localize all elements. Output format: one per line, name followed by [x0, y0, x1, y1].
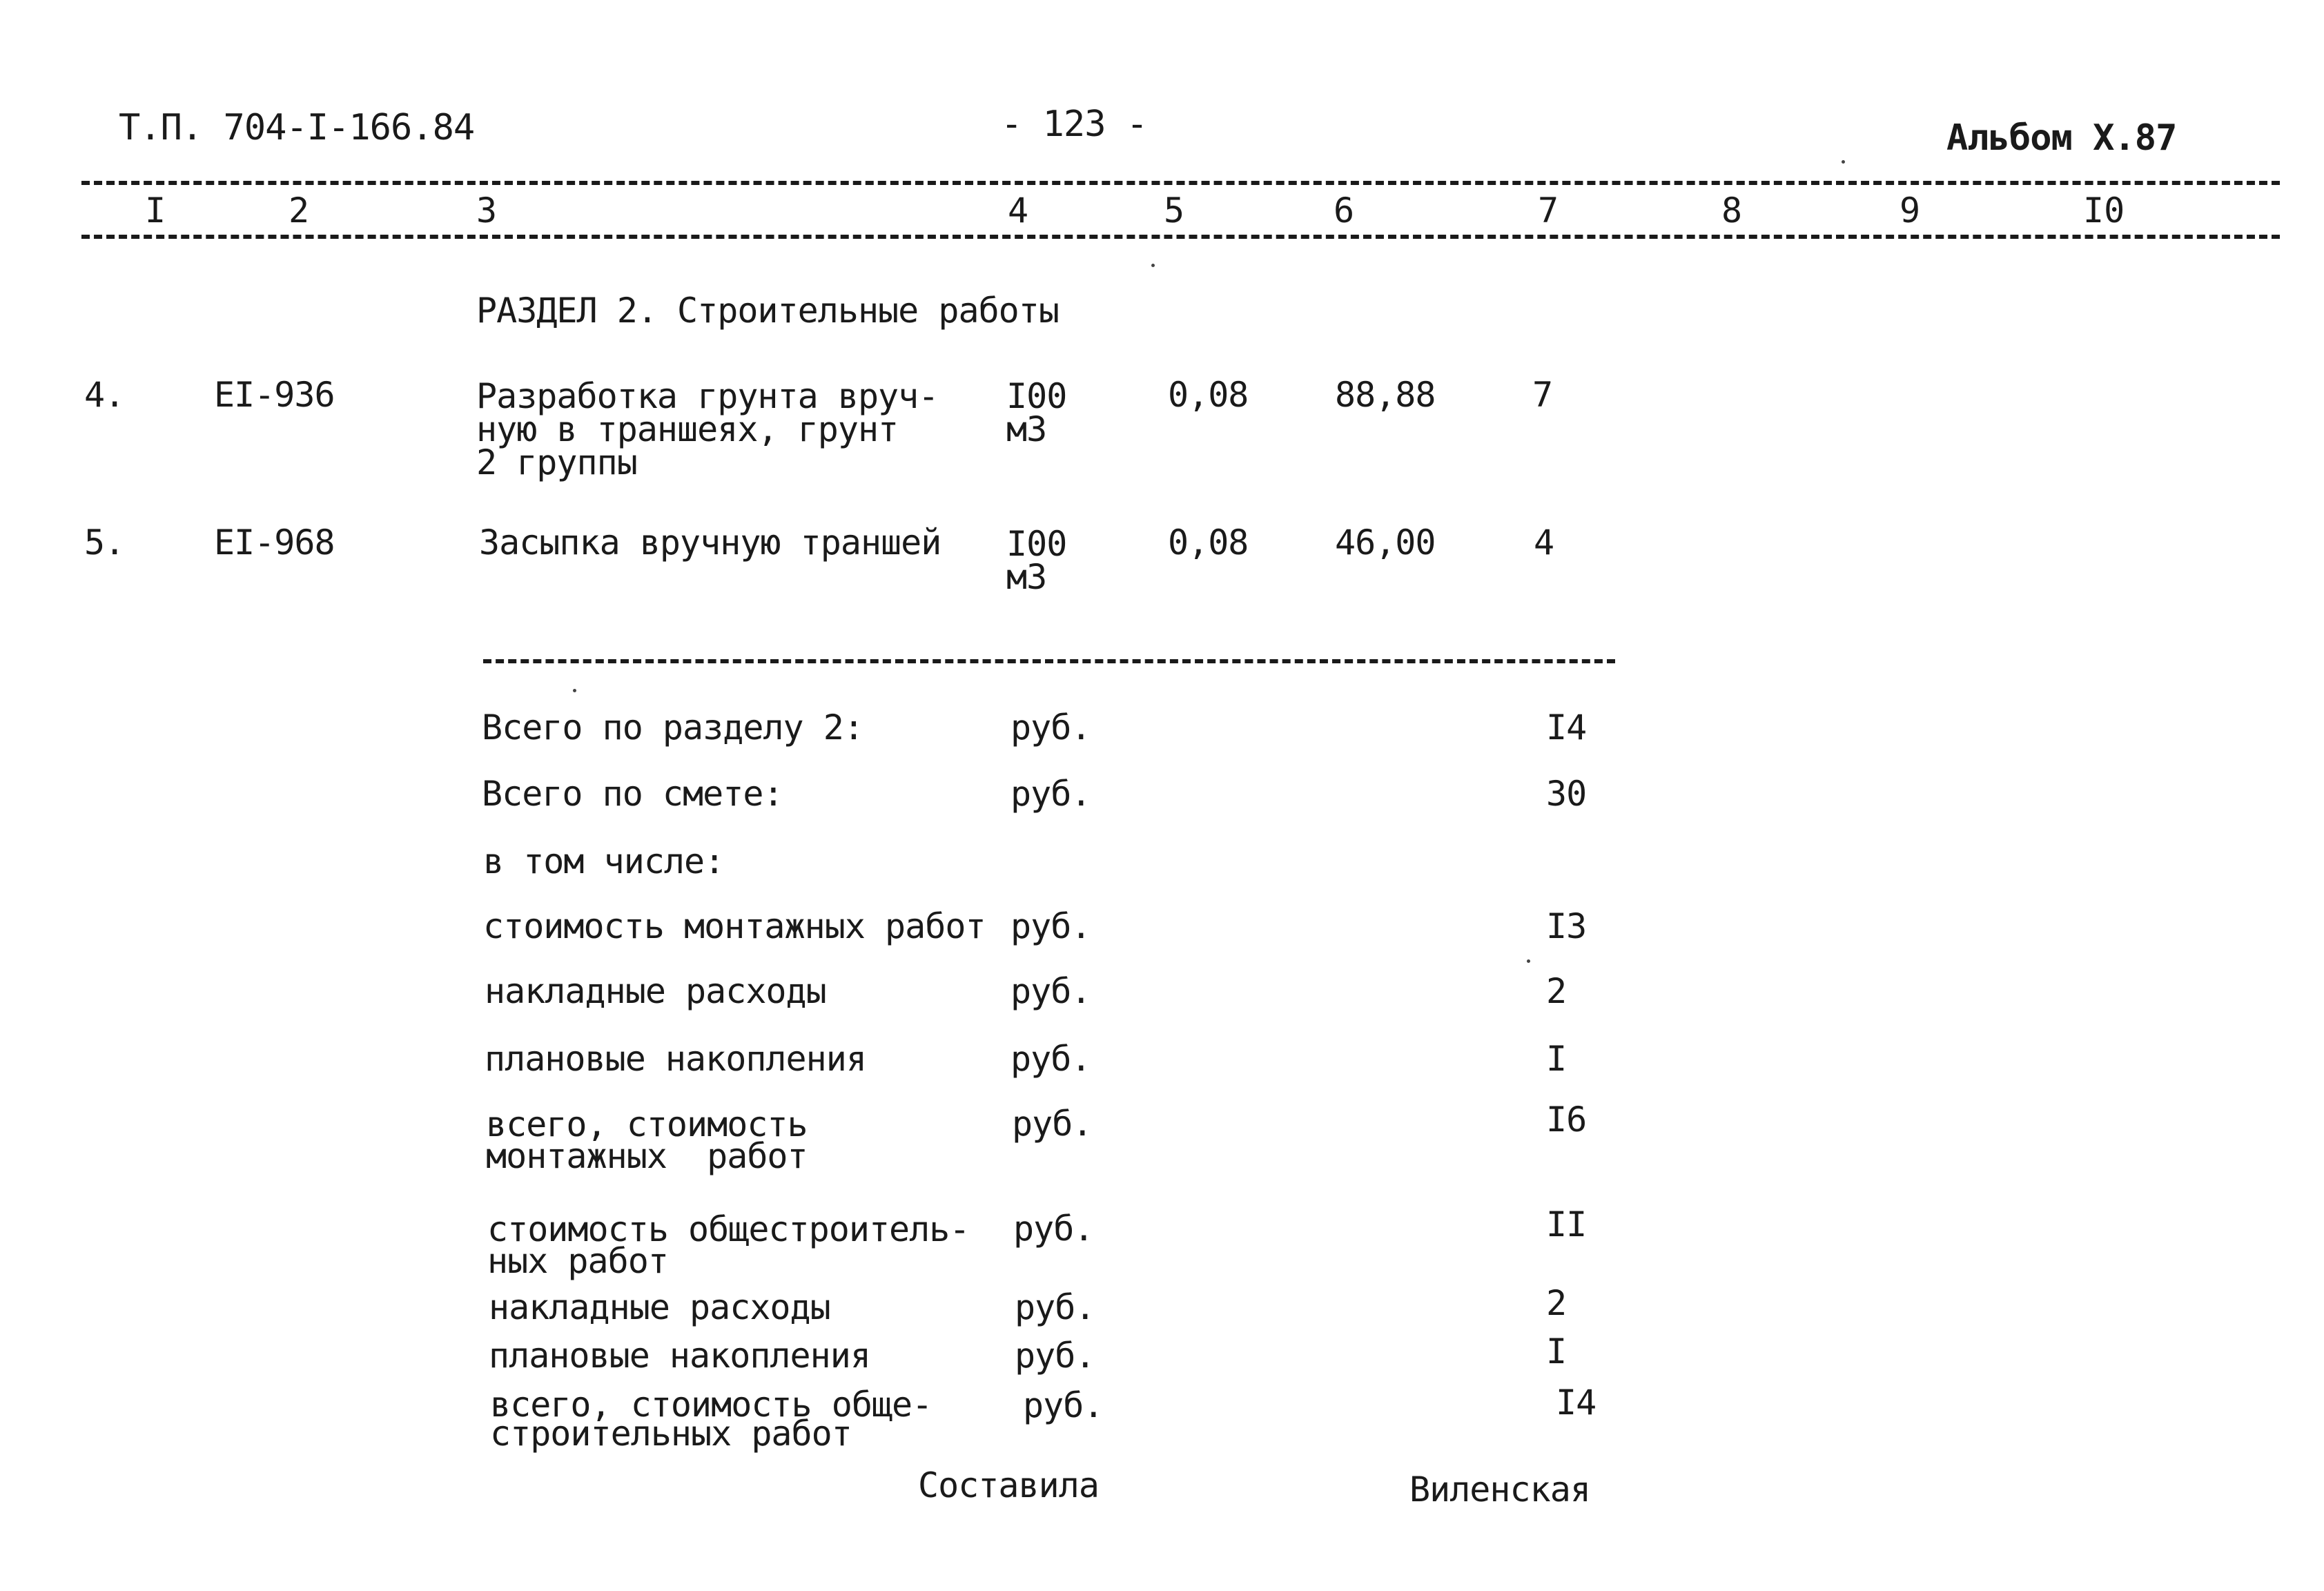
item-unit: I00 м3 — [1006, 376, 1067, 449]
summary-label: в том числе: — [483, 841, 725, 881]
column-number-9: 9 — [1900, 191, 1921, 231]
summary-value: I — [1546, 1331, 1567, 1372]
item-unit-price: 46,00 — [1335, 523, 1436, 563]
compiler-name: Виленская — [1409, 1470, 1590, 1510]
summary-value: I4 — [1546, 707, 1587, 748]
column-number-8: 8 — [1721, 191, 1743, 231]
summary-unit: руб. — [1013, 1209, 1094, 1249]
page-number: - 123 - — [1001, 104, 1148, 145]
column-number-6: 6 — [1334, 191, 1355, 231]
column-number-7: 7 — [1538, 191, 1559, 231]
item-total: 4 — [1534, 523, 1554, 563]
summary-unit: руб. — [1010, 906, 1091, 946]
album-label: Альбом X.87 — [1946, 117, 2177, 159]
scan-speck — [1527, 959, 1530, 963]
item-total: 7 — [1532, 375, 1553, 415]
summary-value: I3 — [1546, 906, 1587, 946]
document-code: Т.П. 704-I-166.84 — [119, 107, 475, 148]
item-quantity: 0,08 — [1168, 523, 1249, 563]
item-name: Разработка грунта вруч- ную в траншеях, грунт 2 группы — [476, 376, 939, 482]
section-title: РАЗДЕЛ 2. Строительные работы — [476, 291, 1059, 331]
scan-speck — [573, 689, 576, 692]
summary-unit: руб. — [1015, 1336, 1095, 1376]
column-number-3: 3 — [476, 191, 498, 231]
summary-label: плановые накопления — [485, 1039, 866, 1079]
column-number-5: 5 — [1164, 191, 1185, 231]
compiled-by-label: Составила — [918, 1465, 1099, 1505]
item-name: Засыпка вручную траншей — [479, 523, 941, 563]
summary-value: I6 — [1546, 1100, 1587, 1140]
summary-value: 2 — [1546, 1283, 1567, 1323]
summary-label: Всего по смете: — [482, 774, 783, 814]
item-number: 5. — [84, 523, 125, 563]
summary-unit: руб. — [1010, 707, 1091, 748]
item-quantity: 0,08 — [1168, 375, 1249, 415]
item-unit: I00 м3 — [1006, 524, 1067, 597]
summary-label: накладные расходы — [485, 971, 826, 1011]
header-rule-bottom — [81, 235, 2280, 239]
summary-value: II — [1546, 1204, 1587, 1245]
summary-label: плановые накопления — [489, 1336, 870, 1376]
item-number: 4. — [84, 375, 125, 415]
summary-unit: руб. — [1010, 1039, 1091, 1079]
item-unit-price: 88,88 — [1335, 375, 1436, 415]
summary-value: 2 — [1546, 971, 1567, 1011]
summary-divider — [483, 659, 1615, 663]
summary-label: стоимость монтажных работ — [483, 906, 986, 946]
item-code: EI-936 — [214, 375, 335, 415]
summary-label: Всего по разделу 2: — [482, 707, 863, 748]
summary-unit: руб. — [1010, 971, 1091, 1011]
column-number-1: I — [145, 191, 166, 231]
summary-label: накладные расходы — [489, 1287, 830, 1327]
summary-value: 30 — [1546, 774, 1587, 814]
header-rule-top — [81, 181, 2280, 185]
scan-speck — [1842, 160, 1845, 164]
summary-value: I — [1546, 1039, 1567, 1079]
summary-value: I4 — [1556, 1383, 1596, 1423]
summary-label: всего, стоимость обще- строительных работ — [490, 1385, 932, 1454]
item-code: EI-968 — [214, 523, 335, 563]
summary-unit: руб. — [1010, 774, 1091, 814]
summary-unit: руб. — [1023, 1385, 1104, 1425]
summary-label: всего, стоимость монтажных работ — [486, 1104, 808, 1176]
summary-unit: руб. — [1012, 1104, 1093, 1144]
column-number-2: 2 — [289, 191, 310, 231]
summary-unit: руб. — [1015, 1287, 1095, 1327]
column-number-4: 4 — [1008, 191, 1029, 231]
column-number-10: I0 — [2083, 191, 2125, 231]
scan-speck — [1151, 264, 1155, 267]
summary-label: стоимость общестроитель- ных работ — [487, 1209, 970, 1281]
